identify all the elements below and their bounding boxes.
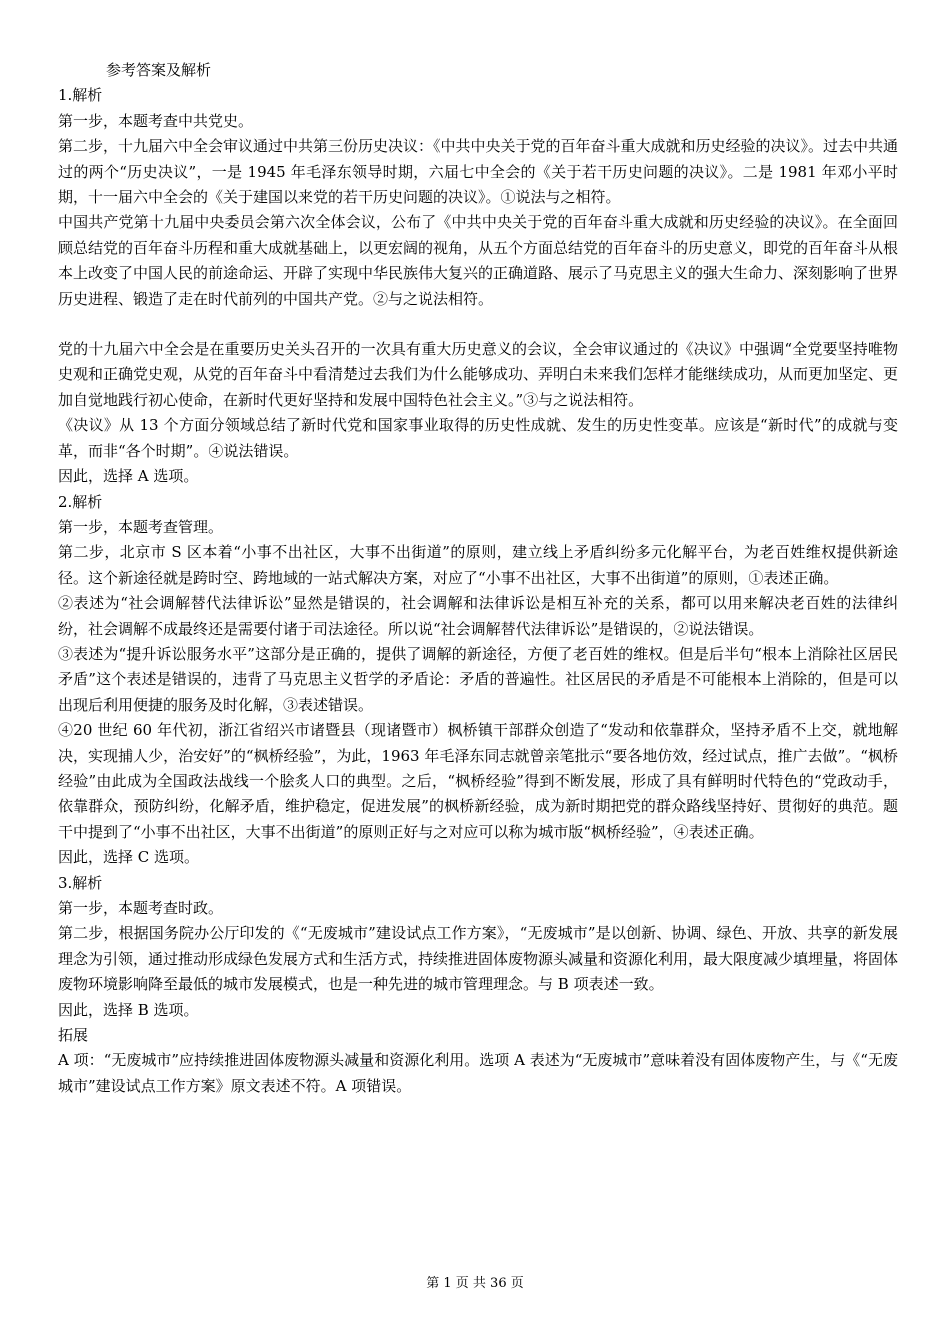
document-title: 参考答案及解析 (106, 61, 212, 79)
paragraph: 拓展 (58, 1026, 89, 1045)
paragraph: 第一步，本题考查管理。 (58, 517, 224, 536)
paragraph: 中国共产党第十九届中央委员会第六次全体会议，公布了《中共中央关于党的百年奋斗重大成就和历史经验的决议》。在全面回顾总结党的百年奋斗历程和重大成就基础上，以更宏阔的视角，从五个方面总结党的百年奋斗的历史意义，即党的百年奋斗从根本上改变了中国人民的前途命运、开辟了实现中华民族伟大复兴的正确道路、展示了马克思主义的强大生命力、深刻影响了世界历史进程、锻造了走在时代前列的中国共产党。②与之说法相符。 (58, 213, 899, 308)
paragraph: A 项：“无废城市”应持续推进固体废物源头减量和资源化利用。选项 A 表述为“无废城市”意味着没有固体废物产生，与《“无废城市”建设试点工作方案》原文表述不符。A 项错误。 (58, 1051, 898, 1095)
paragraph: 因此，选择 A 选项。 (58, 467, 199, 486)
paragraph: 因此，选择 C 选项。 (58, 848, 200, 867)
paragraph: 1.解析 (58, 86, 103, 105)
paragraph: 第二步，十九届六中全会审议通过中共第三份历史决议：《中共中央关于党的百年奋斗重大成就和历史经验的决议》。过去中共通过的两个“历史决议”，一是 1945 年毛泽东领导时期，六届七中全会的《关于若干历史问题的决议》。二是 1981 年邓小平时期，十一届六中全会的《关于建国以来党的若干历史问题的决议》。①说法与之相符。 (58, 137, 899, 207)
paragraph: 《决议》从 13 个方面分领域总结了新时代党和国家事业取得的历史性成就、发生的历史性变革。应该是“新时代”的成就与变革，而非“各个时期”。④说法错误。 (58, 416, 898, 460)
paragraph: ②表述为“社会调解替代法律诉讼”显然是错误的，社会调解和法律诉讼是相互补充的关系，都可以用来解决老百姓的法律纠纷，社会调解不成最终还是需要付诸于司法途径。所以说“社会调解替代法律诉讼”是错误的，②说法错误。 (58, 594, 898, 638)
page-number-footer: 第 1 页 共 36 页 (426, 1276, 524, 1291)
paragraph: ④20 世纪 60 年代初，浙江省绍兴市诸暨县（现诸暨市）枫桥镇干部群众创造了“发动和依靠群众，坚持矛盾不上交，就地解决，实现捕人少，治安好”的“枫桥经验”，为此，1963 年毛泽东同志就曾亲笔批示“要各地仿效，经过试点，推广去做”。“枫桥经验”由此成为全国政法战线一个脍炙人口的典型。之后，“枫桥经验”得到不断发展，形成了具有鲜明时代特色的“党政动手，依靠群众，预防纠纷，化解矛盾，维护稳定，促进发展”的枫桥新经验，成为新时期把党的群众路线坚持好、贯彻好的典范。题干中提到了“小事不出社区，大事不出街道”的原则正好与之对应可以称为城市版“枫桥经验”，④表述正确。 (58, 721, 898, 841)
paragraph: 第一步，本题考查时政。 (58, 899, 224, 917)
paragraph: 党的十九届六中全会是在重要历史关头召开的一次具有重大历史意义的会议，全会审议通过的《决议》中强调“全党要坚持唯物史观和正确党史观，从党的百年奋斗中看清楚过去我们为什么能够成功、弄明白未来我们怎样才能继续成功，从而更加坚定、更加自觉地践行初心使命，在新时代更好坚持和发展中国特色社会主义。”③与之说法相符。 (58, 340, 899, 409)
paragraph: 因此，选择 B 选项。 (58, 1000, 199, 1019)
paragraph: 第二步，北京市 S 区本着“小事不出社区，大事不出街道”的原则，建立线上矛盾纠纷多元化解平台，为老百姓维权提供新途径。这个新途径就是跨时空、跨地域的一站式解决方案，对应了“小事不出社区，大事不出街道”的原则，①表述正确。 (58, 543, 898, 587)
paragraph: ③表述为“提升诉讼服务水平”这部分是正确的，提供了调解的新途径，方便了老百姓的维权。但是后半句“根本上消除社区居民矛盾”这个表述是错误的，违背了马克思主义哲学的矛盾论：矛盾的普遍性。社区居民的矛盾是不可能根本上消除的，但是可以出现后利用便捷的服务及时化解，③表述错误。 (58, 644, 898, 714)
paragraph: 2.解析 (58, 492, 103, 511)
paragraph: 第二步，根据国务院办公厅印发的《“无废城市”建设试点工作方案》，“无废城市”是以创新、协调、绿色、开放、共享的新发展理念为引领，通过推动形成绿色发展方式和生活方式，持续推进固体废物源头减量和资源化利用，最大限度减少填埋量，将固体废物环境影响降至最低的城市发展模式，也是一种先进的城市管理理念。与 B 项表述一致。 (58, 924, 899, 994)
document-body (58, 58, 898, 1099)
paragraph-spacer (58, 312, 898, 337)
paragraph: 第一步，本题考查中共党史。 (58, 111, 254, 130)
paragraph: 3.解析 (58, 873, 103, 892)
